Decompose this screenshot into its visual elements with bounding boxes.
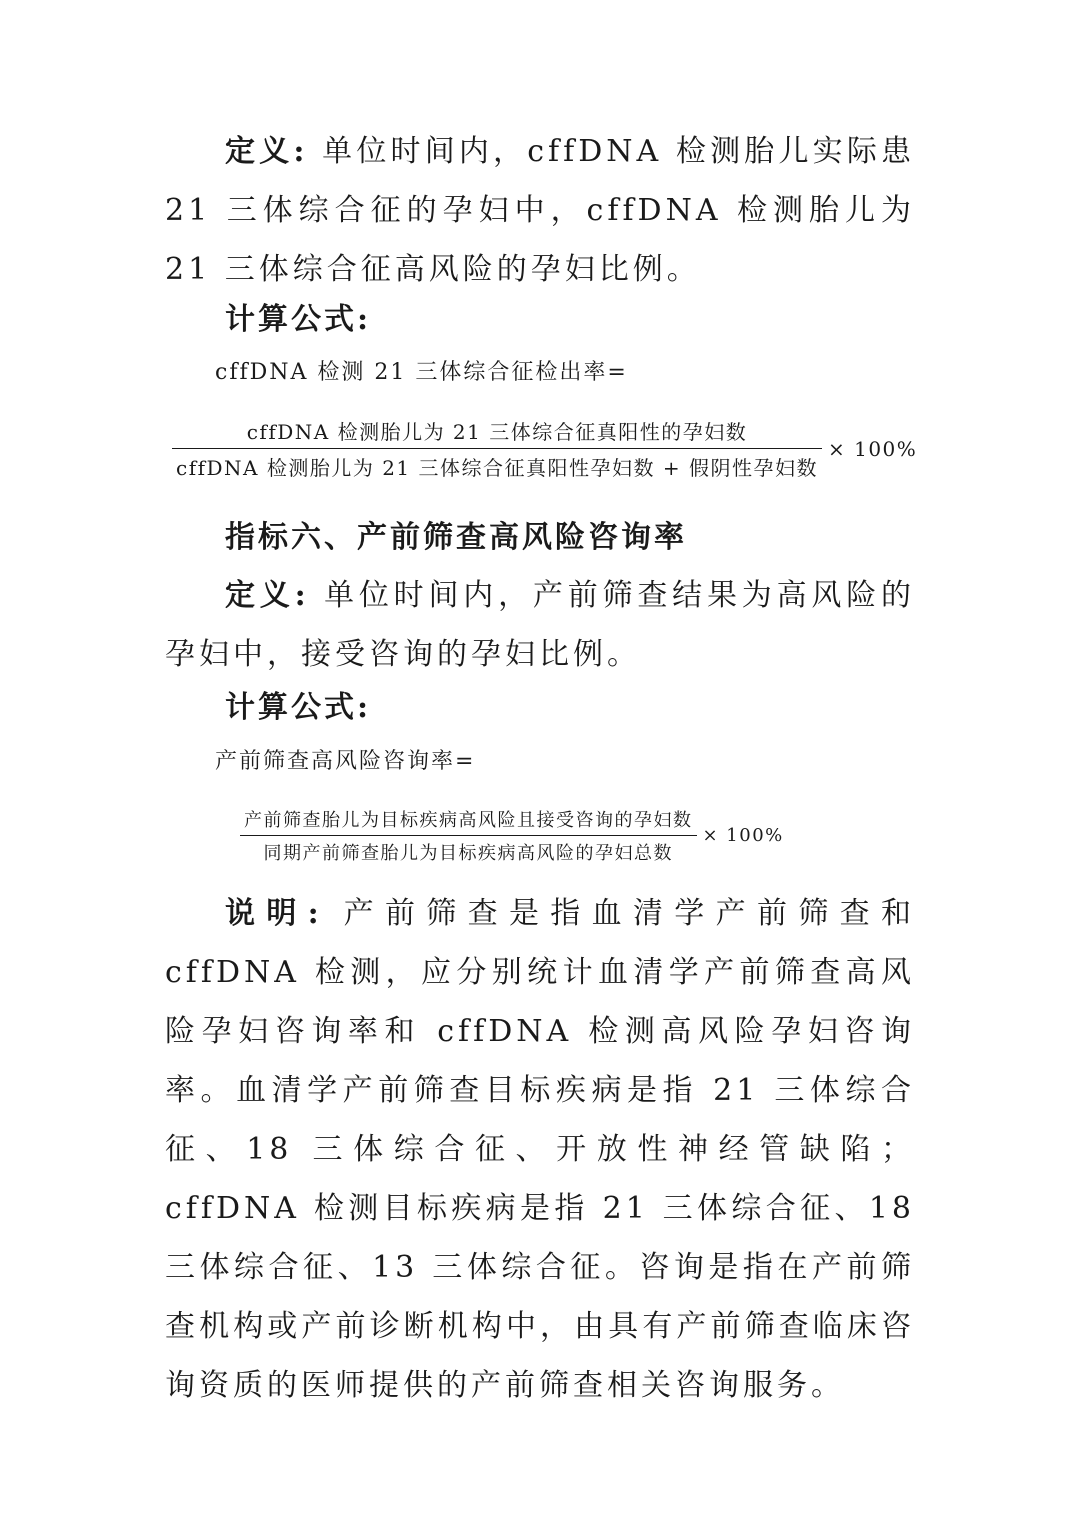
formula-label-1: 计算公式: bbox=[225, 302, 372, 337]
formula-multiplier-1: × 100% bbox=[827, 436, 918, 461]
formula-denominator-2: 同期产前筛查胎儿为目标疾病高风险的孕妇总数 bbox=[263, 843, 673, 864]
formula-fraction-2 bbox=[240, 806, 784, 865]
note-text: 产前筛查是指血清学产前筛查和 cffDNA 检测，应分别统计血清学产前筛查高风险孕妇咨询率和 cffDNA 检测高风险孕妇咨询率。血清学产前筛查目标疾病是指 21 三体综合征、18 三体综合征、开放性神经管缺陷；cffDNA 检测目标疾病是指 21 三体综合征、18 三体综合征、13 三体综合征。咨询是指在产前筛查机构或产前诊断机构中，由具有产前筛查临床咨询资质的医师提供的产前筛查相关咨询服务。 bbox=[165, 896, 915, 1403]
formula-name-2: 产前筛查高风险咨询率= bbox=[215, 749, 476, 774]
formula-multiplier-2: × 100% bbox=[702, 825, 784, 846]
fraction-body-1 bbox=[172, 416, 822, 481]
formula-name-1: cffDNA 检测 21 三体综合征检出率= bbox=[215, 360, 628, 385]
formula-label-2: 计算公式: bbox=[225, 690, 372, 725]
definition-paragraph-2 bbox=[165, 566, 915, 684]
note-paragraph bbox=[165, 884, 915, 1415]
definition-paragraph-1 bbox=[165, 122, 915, 299]
definition-text-1: 单位时间内，cffDNA 检测胎儿实际患 21 三体综合征的孕妇中，cffDNA 检测胎儿为 21 三体综合征高风险的孕妇比例。 bbox=[165, 134, 915, 287]
formula-denominator-1: cffDNA 检测胎儿为 21 三体综合征真阳性孕妇数 + 假阴性孕妇数 bbox=[176, 456, 818, 480]
formula-fraction-1 bbox=[172, 416, 917, 481]
definition-label-2: 定义: bbox=[225, 578, 310, 613]
definition-text-2: 单位时间内，产前筛查结果为高风险的孕妇中，接受咨询的孕妇比例。 bbox=[165, 578, 916, 672]
formula-numerator-2: 产前筛查胎儿为目标疾病高风险且接受咨询的孕妇数 bbox=[244, 810, 693, 831]
note-label: 说明: bbox=[225, 896, 323, 931]
formula-numerator-1: cffDNA 检测胎儿为 21 三体综合征真阳性的孕妇数 bbox=[246, 420, 748, 444]
fraction-body-2 bbox=[240, 806, 697, 865]
section-heading-6: 指标六、产前筛查高风险咨询率 bbox=[225, 520, 687, 555]
definition-label-1: 定义: bbox=[225, 134, 309, 169]
